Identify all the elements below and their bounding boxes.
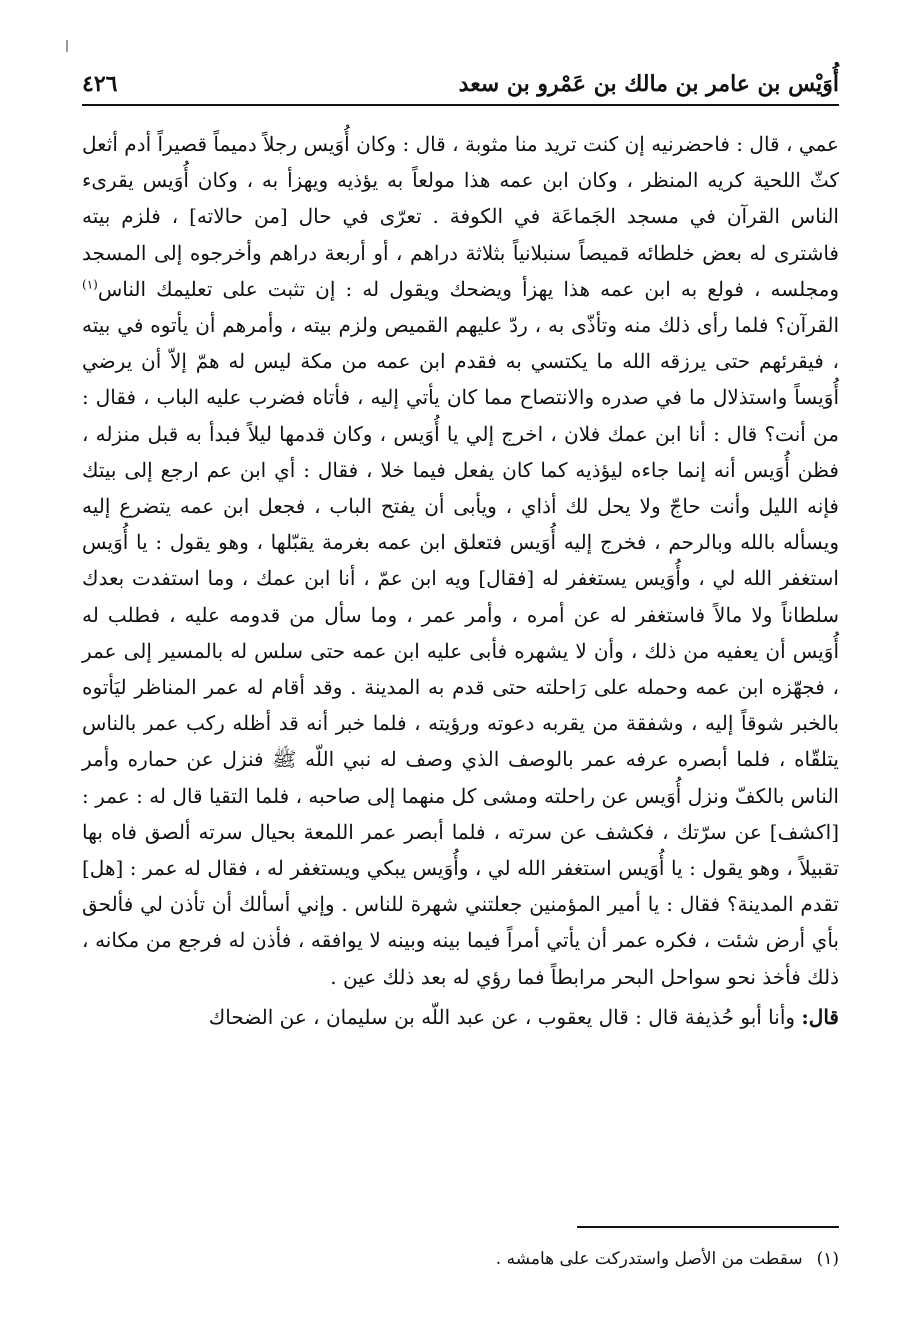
paragraph-text-continued: القرآن؟ فلما رأى ذلك منه وتأذّى به ، ردّ عليهم القميص ولزم بيته ، وأمرهم أن يأتوه في بيته ، فيقرئهم حتى يرزقه الله ما يكتسي به فقدم ابن عمه من مكة ليس له همّ إلاّ أن يرضي أُوَيساً واستذلال ما في صدره والانتصاح مما كان يأتي إليه ، فأتاه فضرب عليه الباب ، فقال : من أنت؟ قال : أنا ابن عمك فلان ، اخرج إلي يا أُوَيس ، وكان قدمها ليلاً فبدأ به قبل منزله ، فظن أُوَيس أنه إنما جاءه ليؤذيه كما كان يفعل فيما خلا ، فقال : أي ابن عم ارجع إلى بيتك فإنه الليل وأنت حاجّ ولا يحل لك أذاي ، ويأبى أن يفتح الباب ، فجعل ابن عمه يتضرع إليه ويسأله بالله وبالرحم ، فخرج إليه أُوَيس فتعلق ابن عمه بغرمة يقبّلها ، وهو يقول : يا أُوَيس استغفر الله لي ، وأُوَيس يستغفر له [فقال] ويه ابن عمّ ، أنا ابن عمك ، وما استفدت بعدك سلطاناً ولا مالاً فاستغفر له عن أمره ، وأمر عمر ، وما سأل من قدومه عليه ، فطلب له أُوَيس أن يعفيه من ذلك ، وأن لا يشهره فأبى عليه ابن عمه حتى سلس له بالمسير إلى عمر ، فجهّزه ابن عمه وحمله على رَاحلته حتى قدم به المدينة . وقد أقام له عمر المناظر ليَأتوه بالخبر شوقاً إليه ، وشفقة من يقربه دعوته ورؤيته ، فلما خبر أنه قد أظله ركب عمر بالناس يتلقّاه ، فلما أبصره عرفه عمر بالوصف الذي وصف له نبي اللّه ﷺ فنزل عن حماره وأمر الناس بالكفّ ونزل أُوَيس عن راحلته ومشى كل منهما إلى صاحبه ، فلما التقيا قال له : عمر : [اكشف] عن سرّتك ، فكشف عن سرته ، فلما أبصر عمر اللمعة بحيال سرته ألصق فاه بها تقبيلاً ، وهو يقول : يا أُوَيس استغفر الله لي ، وأُوَيس يبكي ويستغفر له ، فقال له عمر : [هل] تقدم المدينة؟ فقال : يا أمير المؤمنين جعلتني شهرة للناس . وإني أسألك أن تأذن لي فألحق بأي أرض شئت ، فكره عمر أن يأتي أمراً فيما بينه وبينه لا يوافقه ، فأذن له فرجع من مكانه ، ذلك فأخذ نحو سواحل البحر مرابطاً فما رؤي له بعد ذلك عين . [82,313,839,989]
narrator-label: قال: [801,1004,839,1029]
footnote-text: سقطت من الأصل واستدركت على هامشه . [495,1249,803,1269]
running-header [82,64,839,102]
footnote [82,1246,839,1272]
footnote-reference: (١) [82,277,98,292]
running-title: أُوَيْس بن عامر بن مالك بن عَمْرو بن سعد [458,71,839,97]
main-text [82,126,839,1035]
header-divider [82,104,839,106]
paragraph-text: وأنا أبو حُذيفة قال : قال يعقوب ، عن عبد اللّه بن سليمان ، عن الضحاك [208,1004,802,1029]
page-number: ٤٢٦ [82,71,118,97]
footnote-number: (١) [816,1249,839,1269]
margin-mark [66,40,68,52]
paragraph [82,126,839,995]
paragraph [82,999,839,1035]
footnote-divider [577,1226,839,1228]
paragraph-text: عمي ، قال : فاحضرنيه إن كنت تريد منا مثوبة ، قال : وكان أُوَيس رجلاً دميماً قصيراً أدم أثعل كثّ اللحية كريه المنظر ، وكان ابن عمه هذا مولعاً به يؤذيه ويهزأ به ، وكان أُوَيس يقرىء الناس القرآن في مسجد الجَماعَة في الكوفة . تعرّى في حال [من حالاته] ، فلزم بيته فاشترى له بعض خلطائه قميصاً سنبلانياً بثلاثة دراهم ، أو أربعة دراهم وأخرجوه إلى المسجد ومجلسه ، فولع به ابن عمه هذا يهزأ ويضحك ويقول له : إن تثبت على تعليمك الناس [82,132,839,301]
